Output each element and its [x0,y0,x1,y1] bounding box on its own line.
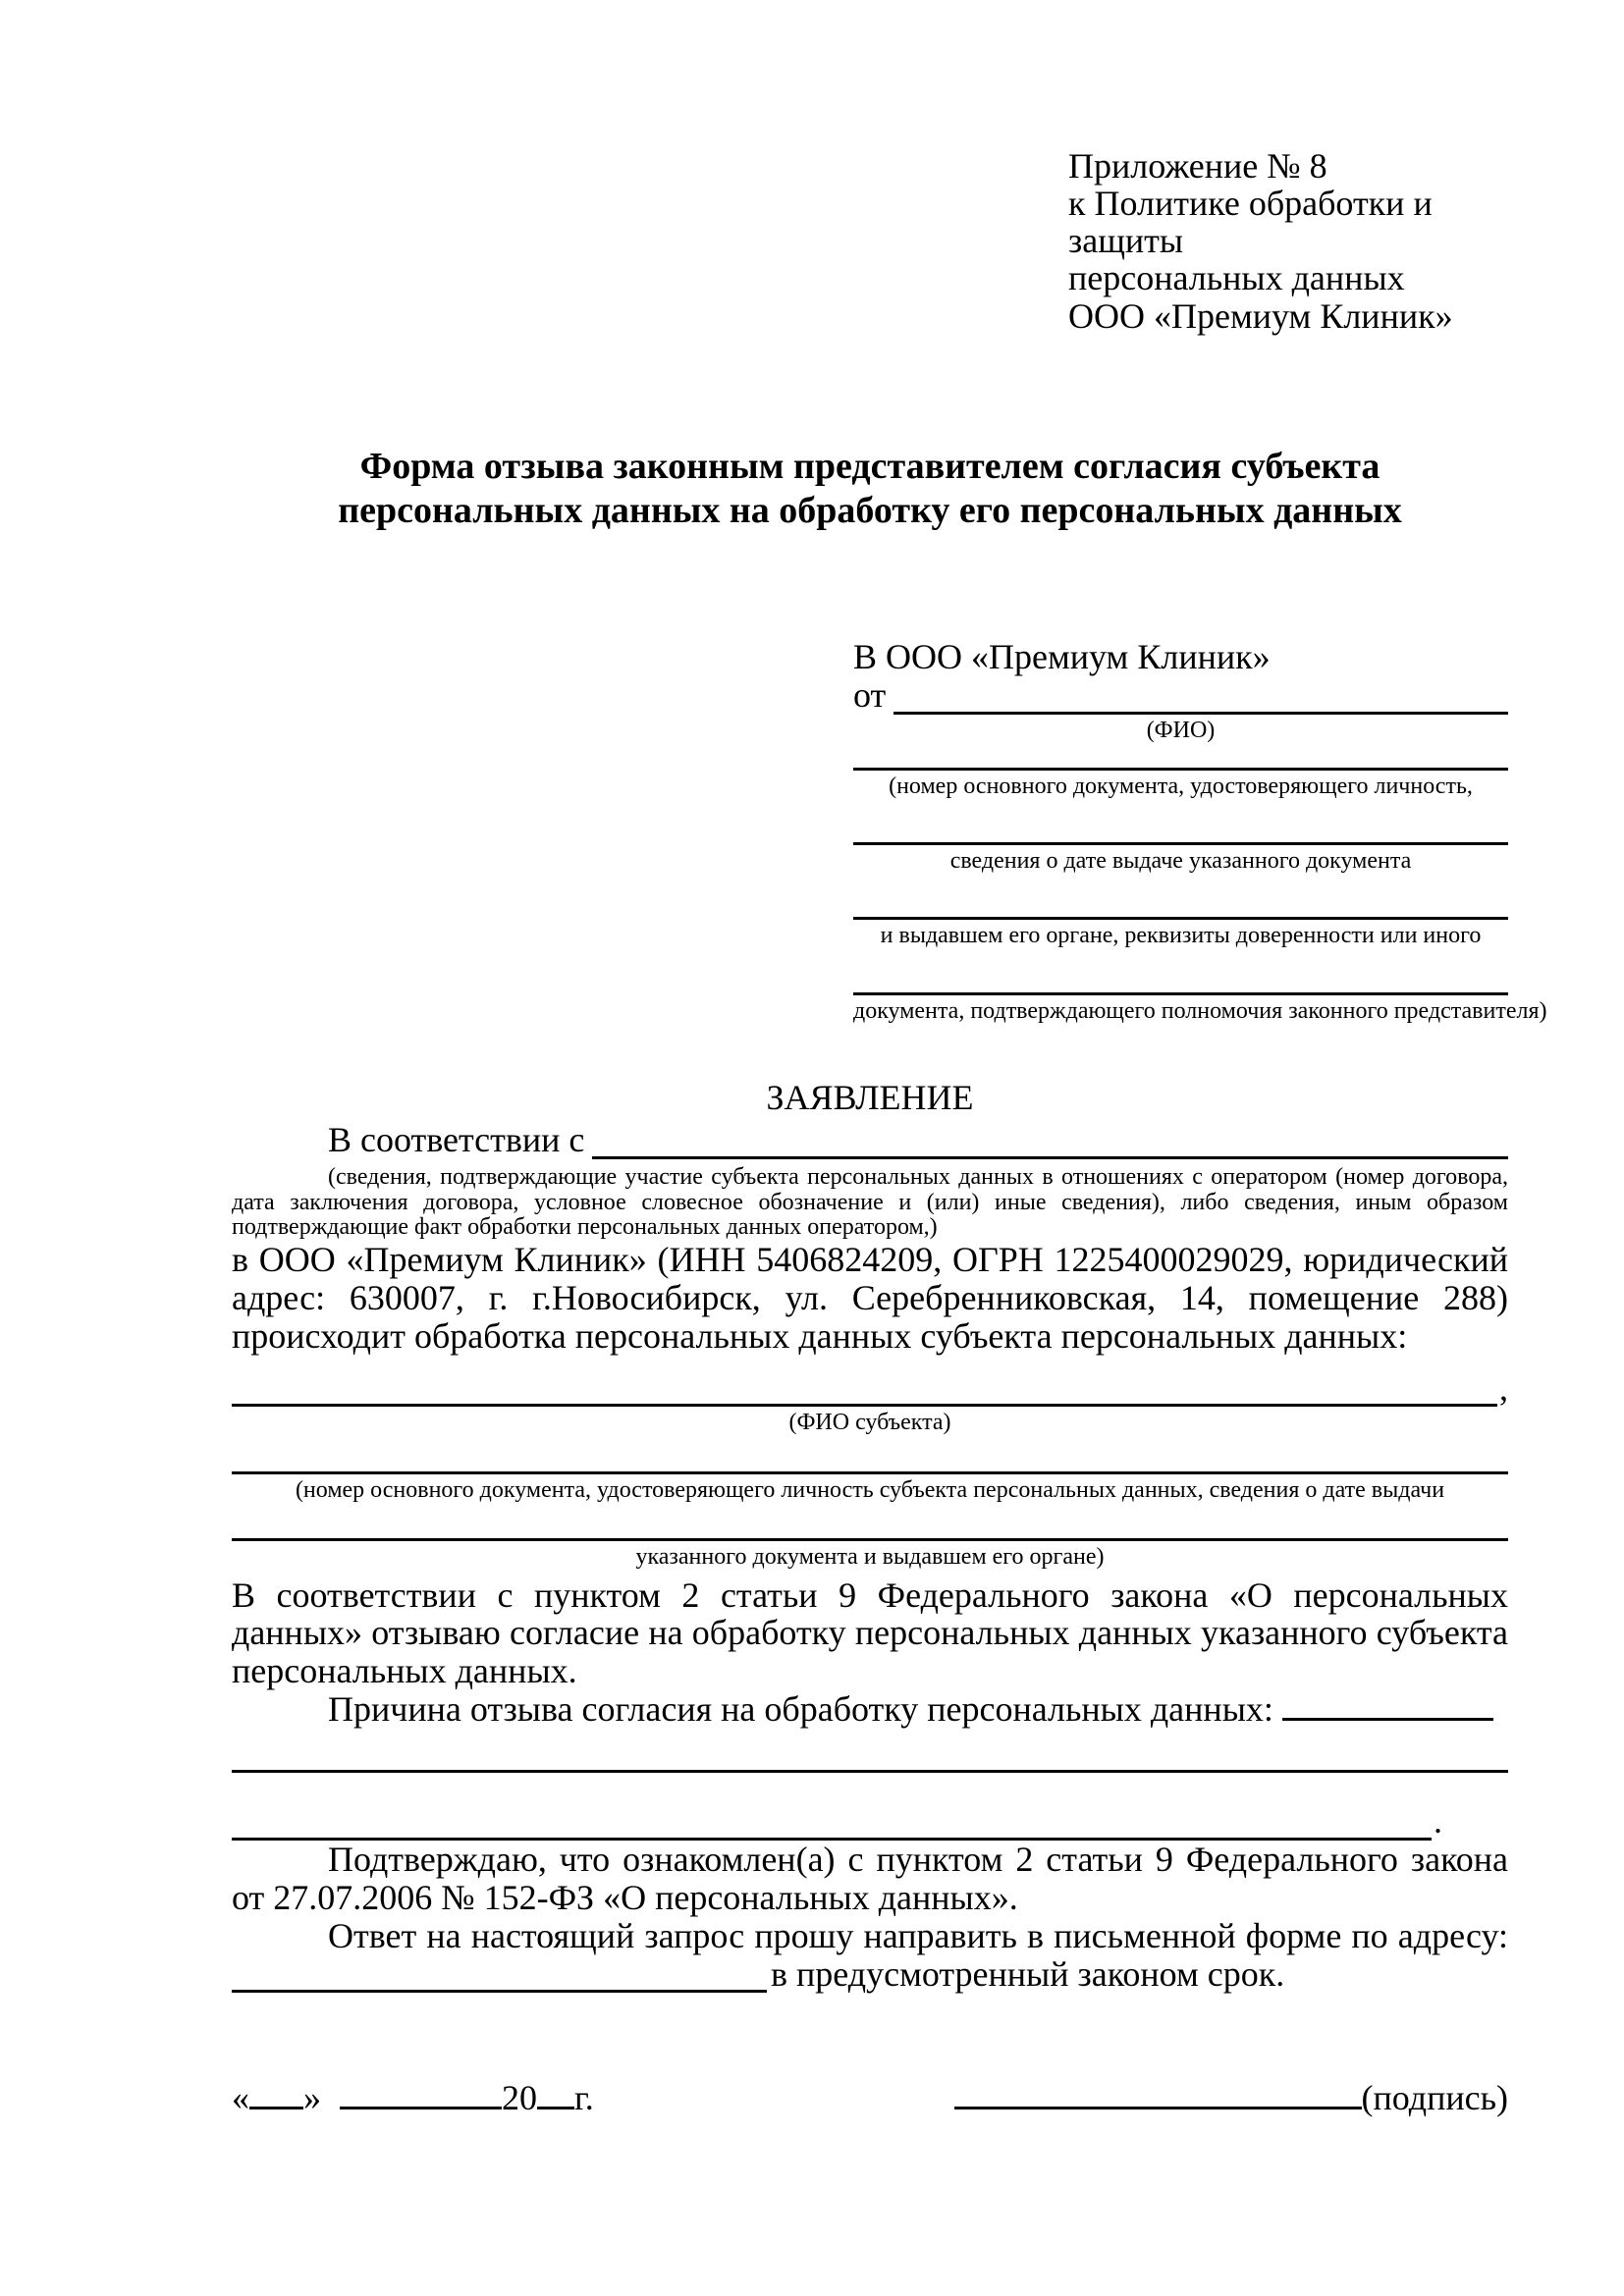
date-year-suffix: г. [574,2078,594,2118]
appendix-line: ООО «Премиум Клиник» [1068,295,1453,336]
date-year-blank [537,2107,574,2109]
doc-blank-line [853,917,1508,920]
intro-blank-line [592,1156,1508,1159]
subject-doc-blank-line [232,1538,1508,1541]
doc-blank-caption: сведения о дате выдаче указанного документа [949,847,1412,874]
document-title-line: персональных данных на обработку его персональных данных [338,489,1402,531]
reply-address-blank-line [232,1990,767,1993]
intro-row [232,1121,1508,1159]
signature-line [954,2107,1362,2109]
subject-doc-caption: (номер основного документа, удостоверяющего личность субъекта персональных данных, сведения о дате выдачи [295,1476,1445,1503]
reply-paragraph: Ответ на настоящий запрос прошу направить в письменной форме по адресу: [328,1915,1508,1955]
subject-doc-blank-line [232,1471,1508,1474]
date-year-prefix: 20 [502,2078,537,2118]
withdraw-paragraph: В соответствии с пунктом 2 статьи 9 Федерального закона «О персональных данных» отзываю согласие на обработку персональных данных указанного субъекта персональных данных. [232,1575,1508,1691]
reply-address-row [232,1955,1508,1994]
reason-blank-line [1282,1718,1493,1721]
reason-blank-line-full [232,1770,1508,1773]
subject-fio-caption: (ФИО субъекта) [788,1410,951,1436]
from-row [853,676,1508,715]
signature-field [954,2079,1508,2117]
statement-heading: ЗАЯВЛЕНИЕ [766,1078,974,1118]
doc-blank-line [853,842,1508,845]
subject-fio-blank-line [232,1404,1497,1407]
doc-blank-caption: (номер основного документа, удостоверяющего личность, [889,773,1473,799]
date-field [232,2079,594,2117]
subject-fio-row [232,1369,1508,1408]
appendix-header [1068,147,1508,335]
date-quote-close: » [303,2078,321,2118]
intro-label: В соответствии с [328,1120,585,1160]
date-quote-open: « [232,2078,249,2118]
reason-blank-line-row [232,1802,1508,1841]
appendix-line: к Политике обработки и защиты [1068,184,1433,261]
addressee-block [853,637,1547,1024]
line-comma: , [1499,1367,1508,1408]
doc-blank-line [853,768,1508,771]
doc-blank-line [853,992,1508,995]
fio-caption: (ФИО) [1146,718,1216,744]
statement-note: (сведения, подтверждающие участие субъекта персональных данных в отношениях с оператором (номер договора, дата заключения договора, условное словесное обозначение и (или) иные сведения), либо сведения, иным образом подтверждающие факт обработки персональных данных оператором,) [232,1163,1508,1241]
subject-doc-caption: указанного документа и выдавшем его органе) [635,1544,1105,1571]
line-period: . [1434,1801,1442,1842]
reason-label: Причина отзыва согласия на обработку персональных данных: [328,1689,1273,1730]
signature-caption: (подпись) [1361,2078,1508,2118]
appendix-line: персональных данных [1068,258,1405,298]
date-day-blank [249,2107,303,2109]
confirm-paragraph: Подтверждаю, что ознакомлен(а) с пунктом 2 статьи 9 Федерального закона от 27.07.2006 № 152-ФЗ «О персональных данных». [232,1839,1508,1917]
from-blank-line [893,712,1508,715]
doc-blank-caption: и выдавшем его органе, реквизиты доверенности или иного [880,923,1482,949]
operator-paragraph: в ООО «Премиум Клиник» (ИНН 5406824209, ОГРН 1225400029029, юридический адрес: 630007, г. г.Новосибирск, ул. Серебренниковская, 14, помещение 288) происходит обработка персональных данных субъекта персональных данных: [232,1239,1508,1356]
document-title [232,445,1508,533]
footer-row [232,2079,1508,2117]
addressee-company: В ООО «Премиум Клиник» [853,637,1271,677]
from-label: от [853,675,887,716]
date-month-blank [340,2107,502,2109]
appendix-line: Приложение № 8 [1068,146,1327,186]
document-title-line: Форма отзыва законным представителем согласия субъекта [359,445,1380,487]
reply-tail: в предусмотренный законом срок. [771,1953,1285,1994]
doc-blank-caption: документа, подтверждающего полномочия законного представителя) [853,997,1547,1024]
reason-row [232,1690,1508,1729]
